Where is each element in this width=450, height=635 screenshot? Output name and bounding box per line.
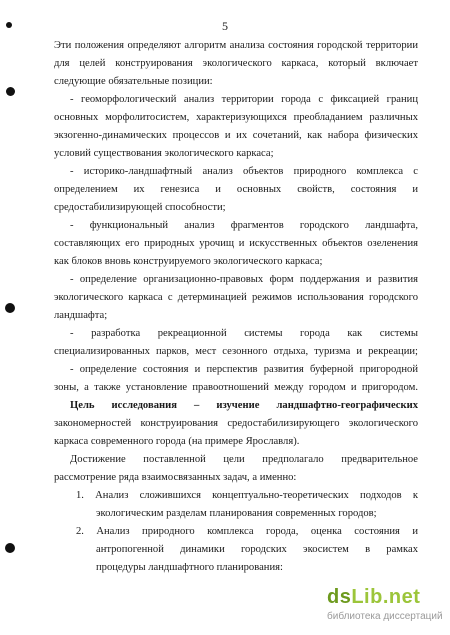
- text-line: - определение организационно-правовых форм поддержания и развития: [70, 274, 418, 285]
- text-line: каркаса современного города (на примере Ярославля).: [54, 436, 300, 447]
- text-line: средостабилизирующей способности;: [54, 202, 226, 213]
- text-line: экологического каркаса с детерминацией режимов использования городского: [54, 292, 418, 303]
- text-line: для целей конструирования экологического каркаса, который включает: [54, 58, 418, 69]
- watermark-logo: dsLib.net: [327, 586, 421, 608]
- text-line: 1. Анализ сложившихся концептуально-теоретических подходов к: [76, 490, 418, 501]
- text-line: основных морфолитосистем, характеризующихся преобладанием различных: [54, 112, 418, 123]
- text-line: специализированных парков, мест сезонного отдыха, туризма и рекреации;: [54, 346, 418, 357]
- text-line: процедуры ландшафтного планирования:: [96, 562, 283, 573]
- text-line: - историко-ландшафтный анализ объектов природного комплекса с: [70, 166, 418, 177]
- watermark-tagline: библиотека диссертаций: [327, 611, 443, 622]
- text-line: - разработка рекреационной системы города как системы: [70, 328, 418, 339]
- text-line: Достижение поставленной цели предполагало предварительное: [70, 454, 418, 465]
- text-line: определением их генезиса и основных свойств, состояния и: [54, 184, 418, 195]
- text-line: Цель исследования – изучение ландшафтно-географических: [70, 400, 418, 411]
- text-line: Эти положения определяют алгоритм анализа состояния городской территории: [54, 40, 418, 51]
- text-line: - геоморфологический анализ территории города с фиксацией границ: [70, 94, 418, 105]
- text-line: - определение состояния и перспектив развития буферной пригородной: [70, 364, 418, 375]
- text-line: 2. Анализ природного комплекса города, оценка состояния и: [76, 526, 418, 537]
- binding-hole-mark: [6, 87, 15, 96]
- text-line: экологическим разделам планирования современных городов;: [96, 508, 377, 519]
- text-line: как блоков вновь конструируемого экологического каркаса;: [54, 256, 323, 267]
- text-line: - функциональный анализ фрагментов городского ландшафта,: [70, 220, 418, 231]
- text-line: составляющих его природных урочищ и искусственных объектов озеленения: [54, 238, 418, 249]
- text-line: условий существования экологического каркаса;: [54, 148, 274, 159]
- text-line: следующие обязательные позиции:: [54, 76, 213, 87]
- binding-hole-mark: [6, 22, 12, 28]
- binding-hole-mark: [5, 303, 15, 313]
- text-line: закономерностей конструирования средостабилизирующего экологического: [54, 418, 418, 429]
- text-line: рассмотрение ряда взаимосвязанных задач, а именно:: [54, 472, 297, 483]
- binding-hole-mark: [5, 543, 15, 553]
- watermark: [327, 586, 447, 626]
- text-line: антропогенной динамики городских экосистем в рамках: [96, 544, 418, 555]
- text-line: ландшафта;: [54, 310, 108, 321]
- text-line: экзогенно-динамических процессов и их сочетаний, как набора физических: [54, 130, 418, 141]
- page-number: 5: [222, 19, 228, 33]
- text-line: зоны, а также установление правоотношений между городом и пригородом.: [54, 382, 418, 393]
